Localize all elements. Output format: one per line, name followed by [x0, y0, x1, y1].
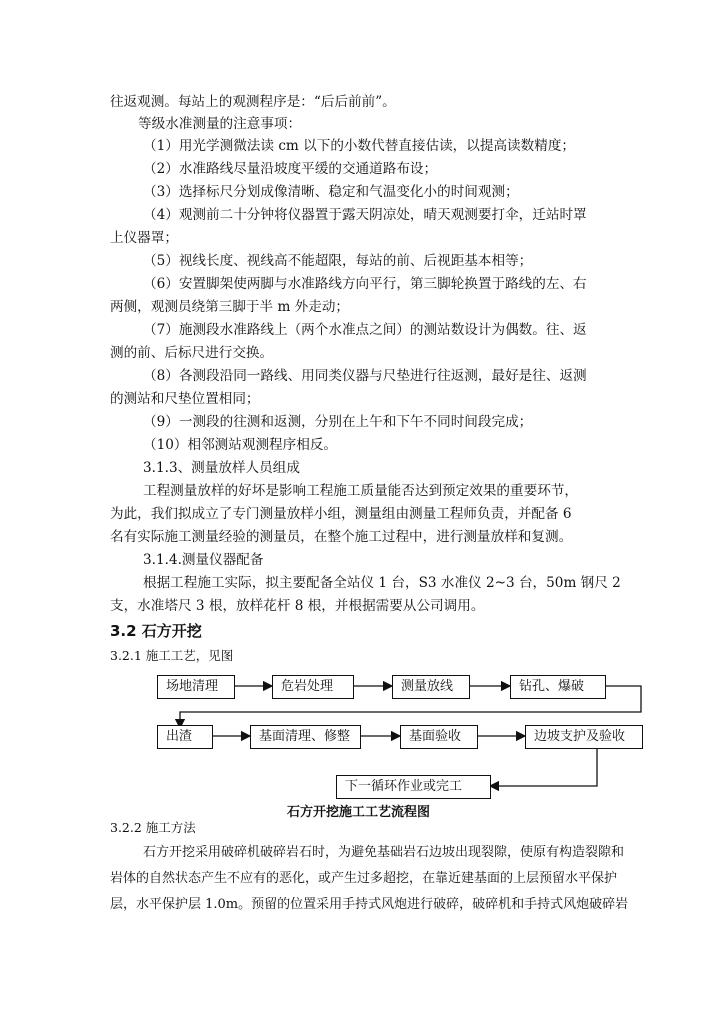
- paragraph-line: 名有实际施工测量经验的测量员，在整个施工过程中，进行测量放样和复测。: [110, 529, 573, 545]
- subheading-3-1-4: 3.1.4.测量仪器配备: [143, 552, 264, 568]
- flow-step-survey-layout: 测量放线: [392, 675, 470, 699]
- flow-step-base-cleanup: 基面清理、修整: [250, 725, 361, 749]
- flow-step-drilling-blasting: 钻孔、爆破: [510, 675, 606, 699]
- list-item-continuation: 两侧，观测员绕第三脚于半 m 外走动；: [110, 299, 350, 315]
- subsection-title: 3.2.1 施工工艺，见图: [110, 648, 234, 663]
- list-item: （5）视线长度、视线高不能超限，每站的前、后视距基本相等；: [143, 253, 533, 269]
- paragraph-line: 工程测量放样的好坏是影响工程施工质量能否达到预定效果的重要环节，: [143, 483, 578, 499]
- section-title: 3.2 石方开挖: [110, 622, 202, 640]
- subheading-3-1-3: 3.1.3、测量放样人员组成: [143, 460, 300, 476]
- flow-step-next-cycle: 下一循环作业或完工: [336, 775, 491, 799]
- list-item: （2）水准路线尽量沿坡度平缓的交通道路布设；: [143, 161, 438, 177]
- flow-step-dangerous-rock: 危岩处理: [272, 675, 354, 699]
- list-item: （3）选择标尺分划成像清晰、稳定和气温变化小的时间观测；: [143, 184, 519, 200]
- arrow: [490, 747, 597, 786]
- list-item: （7）施测段水准路线上（两个水准点之间）的测站数设计为偶数。往、返: [143, 322, 587, 338]
- paragraph-line: 根据工程施工实际，拟主要配备全站仪 1 台，S3 水准仪 2~3 台，50m 钢尺 2: [143, 575, 621, 591]
- paragraph-line: 往返观测。每站上的观测程序是：“后后前前”。: [110, 94, 396, 110]
- flow-step-base-acceptance: 基面验收: [400, 725, 478, 749]
- paragraph-line: 石方开挖采用破碎机破碎岩石时，为避免基础岩石边坡出现裂隙，使原有构造裂隙和: [143, 845, 625, 860]
- list-item: （6）安置脚架使两脚与水准路线方向平行，第三脚轮换置于路线的左、右: [143, 276, 587, 292]
- flow-step-mucking: 出渣: [157, 725, 213, 749]
- paragraph-line: 层，水平保护层 1.0m。预留的位置采用手持式风炮进行破碎，破碎机和手持式风炮破碎岩: [110, 897, 629, 912]
- list-item: （9）一测段的往测和返测，分别在上午和下午不同时间段完成；: [143, 414, 533, 430]
- paragraph-line: 支，水准塔尺 3 根，放样花杆 8 根，并根据需要从公司调用。: [110, 598, 485, 614]
- list-item: （10）相邻测站观测程序相反。: [143, 437, 338, 453]
- flow-step-site-clearing: 场地清理: [157, 675, 235, 699]
- list-item: （4）观测前二十分钟将仪器置于露天阴凉处，晴天观测要打伞，迁站时罩: [143, 207, 587, 223]
- list-item: （1）用光学测微法读 cm 以下的小数代替直接估读，以提高读数精度；: [143, 138, 576, 154]
- paragraph-line: 为此，我们拟成立了专门测量放样小组，测量组由测量工程师负责，并配备 6: [110, 506, 572, 522]
- list-item-continuation: 的测站和尺垫位置相同；: [110, 391, 260, 407]
- list-item-continuation: 测的前、后标尺进行交换。: [110, 345, 274, 361]
- subsection-title: 3.2.2 施工方法: [110, 820, 196, 835]
- paragraph-line: 岩体的自然状态产生不应有的恶化，或产生过多超挖，在靠近建基面的上层预留水平保护: [110, 871, 618, 886]
- list-item: （8）各测段沿同一路线、用同类仪器与尺垫进行往返测，最好是往、返测: [143, 368, 587, 384]
- flowchart-caption: 石方开挖施工工艺流程图: [287, 805, 431, 820]
- list-item-continuation: 上仪器罩；: [110, 230, 178, 246]
- paragraph-heading: 等级水准测量的注意事项：: [138, 116, 302, 132]
- flow-step-slope-support: 边坡支护及验收: [525, 725, 643, 749]
